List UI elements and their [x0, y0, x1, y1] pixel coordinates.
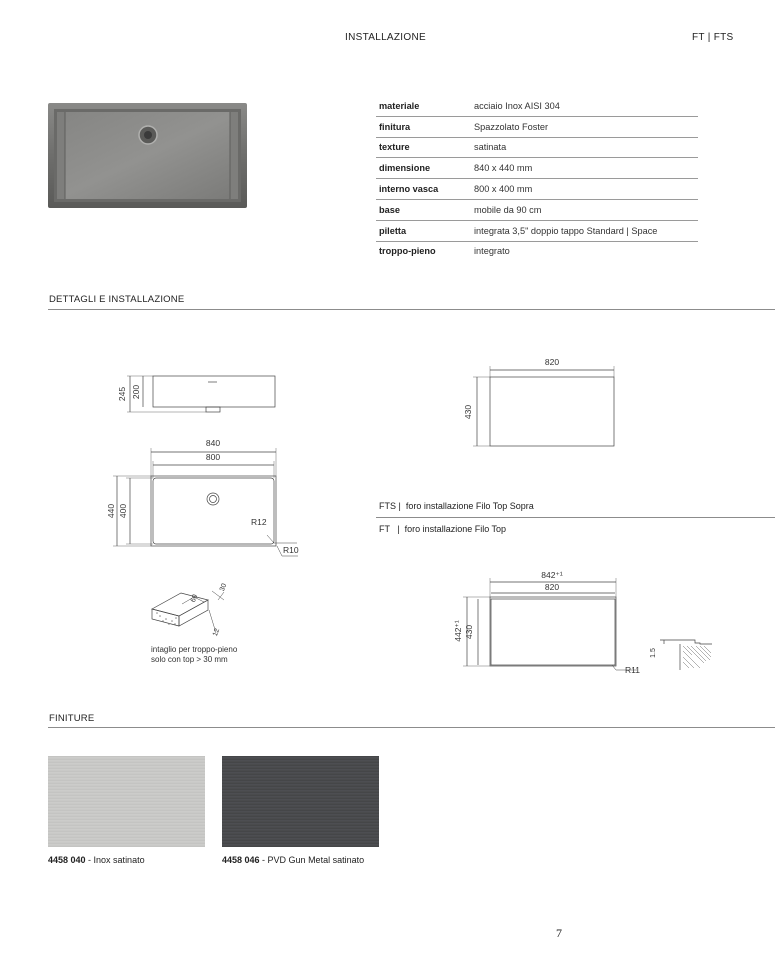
sink-product-photo [48, 103, 248, 209]
spec-row [376, 179, 698, 200]
dim-overflow-d1: 30 [218, 582, 229, 593]
overflow-cut-drawing [152, 591, 224, 633]
section-divider [48, 727, 775, 728]
spec-table [376, 96, 698, 261]
spec-value: 800 x 400 mm [471, 179, 698, 200]
side-view-drawing [127, 376, 275, 412]
dim-overflow-d2: 60 [189, 593, 200, 604]
page-header-code: FT | FTS [692, 32, 734, 43]
overflow-note [151, 645, 237, 665]
fts-cutout-drawing [473, 366, 614, 446]
section-title-details: DETTAGLI E INSTALLAZIONE [49, 294, 185, 305]
spec-key: interno vasca [376, 179, 471, 200]
overflow-note-line-2: solo con top > 30 mm [151, 655, 228, 664]
spec-value: 840 x 440 mm [471, 158, 698, 179]
dim-ft-w-outer: 842⁺¹ [541, 570, 563, 580]
spec-key: base [376, 199, 471, 220]
dim-ft-step: 1.5 [650, 648, 657, 658]
spec-row [376, 199, 698, 220]
spec-key: dimensione [376, 158, 471, 179]
spec-row [376, 116, 698, 137]
fts-label: FTS | foro installazione Filo Top Sopra [379, 501, 534, 511]
spec-row [376, 96, 698, 116]
spec-row [376, 158, 698, 179]
spec-value: integrata 3,5" doppio tappo Standard | Space [471, 220, 698, 241]
spec-key: troppo-pieno [379, 246, 436, 257]
finish-name: - PVD Gun Metal satinato [259, 855, 365, 865]
ft-cutout-drawing [463, 578, 712, 670]
dim-ft-radius: R11 [625, 665, 640, 675]
dim-cut-w: 820 [544, 357, 560, 367]
spec-value: Spazzolato Foster [471, 116, 698, 137]
top-view-drawing [113, 448, 298, 556]
spec-key: materiale [376, 96, 471, 116]
spec-value: integrato [474, 246, 510, 257]
finish-swatch-gunmetal [222, 756, 379, 847]
spec-value: acciaio Inox AISI 304 [471, 96, 698, 116]
finish-code: 4458 040 [48, 855, 86, 865]
dim-ft-w-inner: 820 [544, 582, 560, 592]
spec-row [376, 137, 698, 158]
finish-label-gunmetal [222, 855, 364, 865]
dim-ft-h-outer: 442⁺¹ [453, 620, 463, 642]
finish-swatch-inox [48, 756, 205, 847]
dim-side-h-inner: 200 [131, 384, 141, 400]
dim-top-h-outer: 440 [106, 503, 116, 519]
dim-side-h-outer: 245 [117, 386, 127, 402]
dim-ft-h-inner: 430 [464, 624, 474, 640]
dim-top-w-outer: 840 [205, 438, 221, 448]
spec-key: texture [376, 137, 471, 158]
finish-name: - Inox satinato [85, 855, 145, 865]
finish-label-inox [48, 855, 145, 865]
dim-cut-h: 430 [463, 404, 473, 420]
ft-label: FT | foro installazione Filo Top [379, 524, 507, 534]
dim-overflow-d3: 12 [211, 627, 222, 638]
spec-row [376, 220, 698, 241]
dim-radius-outer: R10 [283, 545, 299, 555]
dim-top-w-inner: 800 [205, 452, 221, 462]
spec-key: piletta [376, 220, 471, 241]
section-divider [48, 309, 775, 310]
page-header-title: INSTALLAZIONE [345, 32, 426, 43]
dim-radius-inner: R12 [251, 517, 267, 527]
spec-value: mobile da 90 cm [471, 199, 698, 220]
overflow-note-line-1: intaglio per troppo-pieno [151, 645, 238, 654]
finish-code: 4458 046 [222, 855, 260, 865]
section-title-finishes: FINITURE [49, 713, 95, 724]
spec-value: satinata [471, 137, 698, 158]
dim-top-h-inner: 400 [118, 503, 128, 519]
spec-row [376, 241, 698, 261]
spec-key: finitura [376, 116, 471, 137]
page-number: 7 [556, 926, 562, 940]
fts-divider [376, 517, 775, 518]
